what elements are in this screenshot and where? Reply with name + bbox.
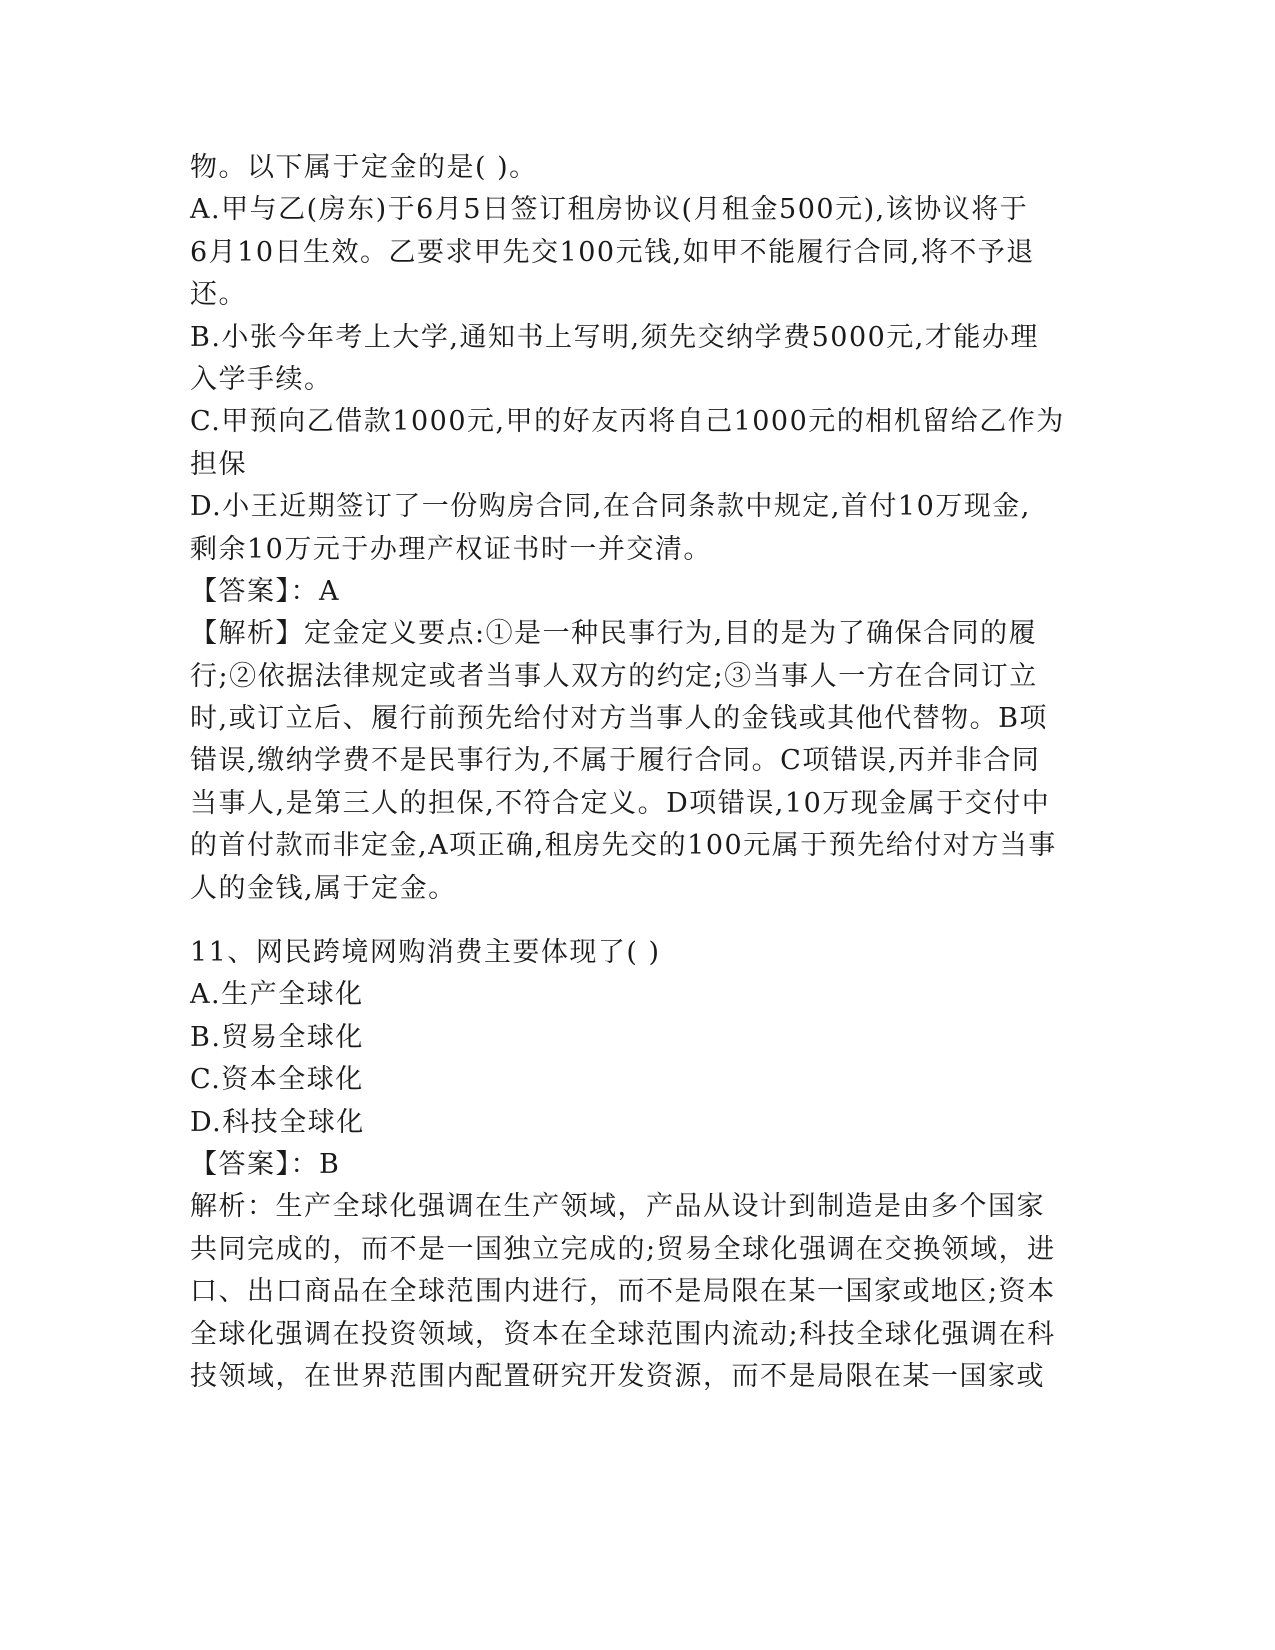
explanation-line: 人的金钱,属于定金。 <box>190 872 457 904</box>
option-c-line-1: C.甲预向乙借款1000元,甲的好友丙将自己1000元的相机留给乙作为 <box>190 406 1065 438</box>
explanation-line: 的首付款而非定金,A项正确,租房先交的100元属于预先给付对方当事 <box>190 830 1057 862</box>
question-10-section <box>190 147 1090 910</box>
option-c: C.资本全球化 <box>190 1064 364 1096</box>
explanation-line: 错误,缴纳学费不是民事行为,不属于履行合同。C项错误,丙并非合同 <box>190 745 1041 777</box>
explanation-line: 全球化强调在投资领域，资本在全球范围内流动;科技全球化强调在科 <box>190 1318 1056 1350</box>
question-stem: 11、网民跨境网购消费主要体现了( ) <box>190 937 661 969</box>
option-b: B.贸易全球化 <box>190 1021 364 1053</box>
document-page <box>190 147 1090 1398</box>
option-a: A.生产全球化 <box>190 979 364 1011</box>
option-d-line-2: 剩余10万元于办理产权证书时一并交清。 <box>190 533 712 565</box>
explanation-line: 技领域，在世界范围内配置研究开发资源，而不是局限在某一国家或 <box>190 1360 1045 1392</box>
explanation-line: 行;②依据法律规定或者当事人双方的约定;③当事人一方在合同订立 <box>190 660 1038 692</box>
option-d-line-1: D.小王近期签订了一份购房合同,在合同条款中规定,首付10万现金, <box>190 491 1031 523</box>
question-11-section <box>190 932 1090 1398</box>
explanation-line: 共同完成的，而不是一国独立完成的;贸易全球化强调在交换领域，进 <box>190 1233 1056 1265</box>
answer-line: 【答案】：A <box>190 575 340 607</box>
option-a-line-1: A.甲与乙(房东)于6月5日签订租房协议(月租金500元),该协议将于 <box>190 194 1029 226</box>
option-d: D.科技全球化 <box>190 1106 365 1138</box>
question-stem-tail: 物。以下属于定金的是( )。 <box>190 152 538 183</box>
section-gap <box>190 910 1090 932</box>
explanation-line: 解析：生产全球化强调在生产领域，产品从设计到制造是由多个国家 <box>190 1191 1045 1223</box>
explanation-line: 【解析】定金定义要点:①是一种民事行为,目的是为了确保合同的履 <box>190 618 1038 650</box>
option-a-line-3: 还。 <box>190 279 247 311</box>
option-a-line-2: 6月10日生效。乙要求甲先交100元钱,如甲不能履行合同,将不予退 <box>190 236 1035 268</box>
option-c-line-2: 担保 <box>190 448 247 480</box>
explanation-line: 时,或订立后、履行前预先给付对方当事人的金钱或其他代替物。B项 <box>190 703 1048 735</box>
answer-line: 【答案】：B <box>190 1148 341 1180</box>
option-b-line-2: 入学手续。 <box>190 363 333 395</box>
option-b-line-1: B.小张今年考上大学,通知书上写明,须先交纳学费5000元,才能办理 <box>190 321 1039 353</box>
explanation-line: 当事人,是第三人的担保,不符合定义。D项错误,10万现金属于交付中 <box>190 787 1051 819</box>
explanation-line: 口、出口商品在全球范围内进行，而不是局限在某一国家或地区;资本 <box>190 1276 1056 1308</box>
